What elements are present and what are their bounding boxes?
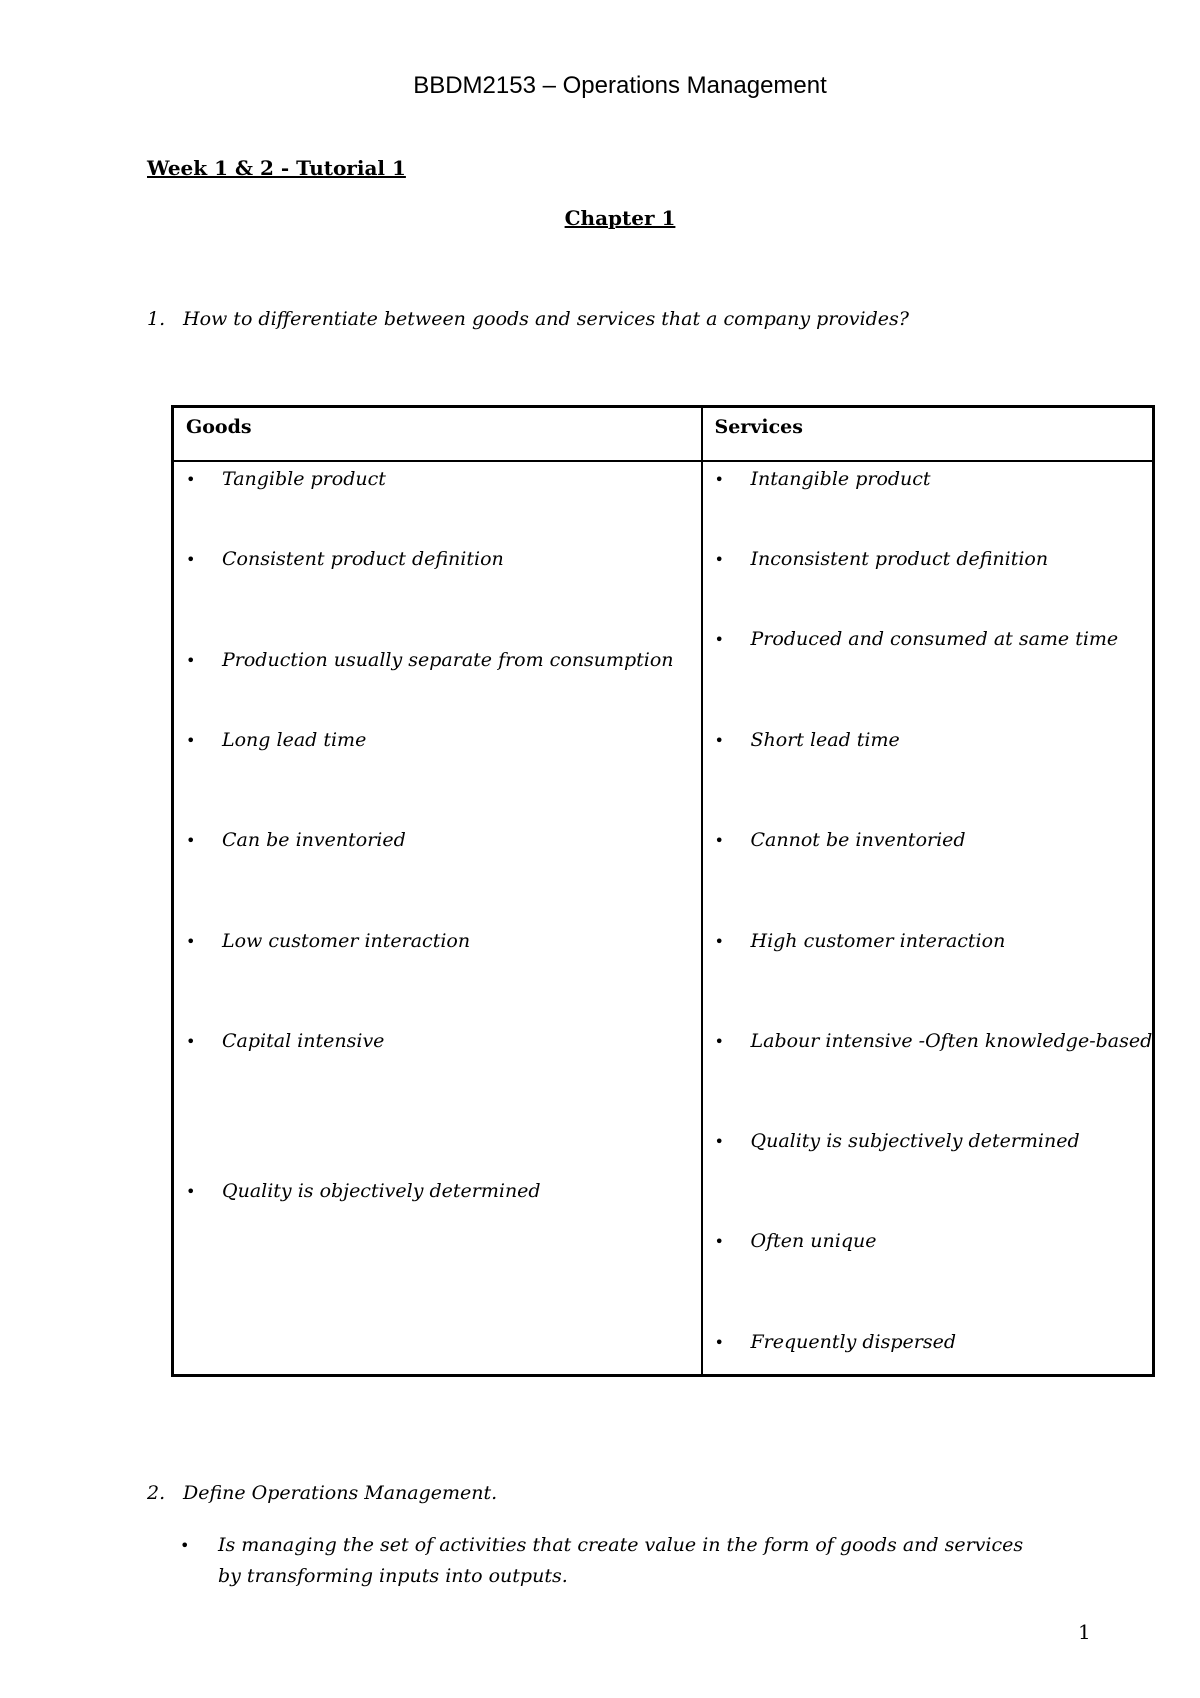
services-item: [715, 1130, 1080, 1152]
bullet-icon: •: [714, 549, 724, 569]
goods-item: [186, 829, 406, 851]
goods-item: [186, 1180, 541, 1202]
question-1-number: 1.: [147, 308, 166, 330]
bullet-icon: •: [714, 1231, 724, 1251]
goods-item-text: Tangible product: [222, 467, 386, 490]
bullet-icon: •: [714, 1131, 724, 1151]
goods-header: Goods: [173, 407, 702, 461]
services-cell: [702, 461, 1154, 1376]
services-item-text: Frequently dispersed: [750, 1330, 957, 1353]
document-header: BBDM2153 – Operations Management: [413, 72, 827, 99]
bullet-icon: •: [186, 1181, 196, 1201]
services-item-text: Cannot be inventoried: [750, 828, 966, 851]
bullet-icon: •: [714, 1332, 724, 1352]
bullet-icon: •: [186, 1031, 196, 1051]
bullet-icon: •: [180, 1536, 190, 1555]
chapter-title: Chapter 1: [564, 206, 676, 230]
services-item-text: Inconsistent product definition: [750, 547, 1049, 570]
goods-services-table: [171, 405, 1155, 1377]
goods-item-text: Quality is objectively determined: [222, 1179, 541, 1202]
bullet-icon: •: [186, 650, 196, 670]
bullet-icon: •: [714, 830, 724, 850]
services-item-text: Intangible product: [750, 467, 931, 490]
bullet-icon: •: [186, 730, 196, 750]
bullet-icon: •: [714, 1031, 724, 1051]
services-item: [715, 628, 1119, 650]
services-item: [715, 1030, 1153, 1052]
bullet-icon: •: [714, 931, 724, 951]
services-item: [715, 1230, 877, 1252]
services-item-text: Short lead time: [750, 728, 900, 751]
goods-cell: [173, 461, 702, 1376]
services-item: [715, 930, 1006, 952]
services-item-text: Labour intensive -Often knowledge-based: [750, 1029, 1153, 1052]
goods-item-text: Production usually separate from consumption: [222, 648, 674, 671]
page-number: 1: [1078, 1620, 1091, 1644]
goods-item-text: Consistent product definition: [222, 547, 504, 570]
question-2-number: 2.: [147, 1482, 166, 1504]
services-header: Services: [702, 407, 1154, 461]
question-2-answer: [180, 1530, 1040, 1592]
bullet-icon: •: [714, 469, 724, 489]
services-item: [715, 548, 1049, 570]
services-item: [715, 1331, 957, 1353]
bullet-icon: •: [186, 830, 196, 850]
services-item-text: Often unique: [750, 1229, 877, 1252]
question-2-text: Define Operations Management.: [183, 1482, 498, 1504]
bullet-icon: •: [714, 730, 724, 750]
services-item: [715, 468, 931, 490]
bullet-icon: •: [186, 469, 196, 489]
table-body-row: [173, 461, 1154, 1376]
bullet-icon: •: [714, 629, 724, 649]
answer-text: Is managing the set of activities that create value in the form of goods and services by transforming inputs into outputs.: [218, 1534, 1024, 1587]
services-item: [715, 829, 966, 851]
question-2: [147, 1482, 497, 1504]
goods-item-text: Capital intensive: [222, 1029, 385, 1052]
goods-item: [186, 1030, 384, 1052]
goods-item-text: Low customer interaction: [222, 929, 471, 952]
bullet-icon: •: [186, 931, 196, 951]
table-header-row: [173, 407, 1154, 461]
question-1-text: How to differentiate between goods and services that a company provides?: [183, 308, 909, 330]
services-item: [715, 729, 900, 751]
goods-item: [186, 930, 470, 952]
question-1: [147, 308, 909, 330]
services-item-text: Produced and consumed at same time: [750, 627, 1119, 650]
services-item-text: High customer interaction: [750, 929, 1006, 952]
goods-item: [186, 548, 504, 570]
goods-item-text: Long lead time: [222, 728, 367, 751]
week-title: Week 1 & 2 - Tutorial 1: [147, 156, 406, 180]
goods-item: [186, 468, 386, 490]
services-item-text: Quality is subjectively determined: [750, 1129, 1080, 1152]
goods-item: [186, 649, 674, 671]
goods-item: [186, 729, 366, 751]
bullet-icon: •: [186, 549, 196, 569]
goods-item-text: Can be inventoried: [222, 828, 406, 851]
